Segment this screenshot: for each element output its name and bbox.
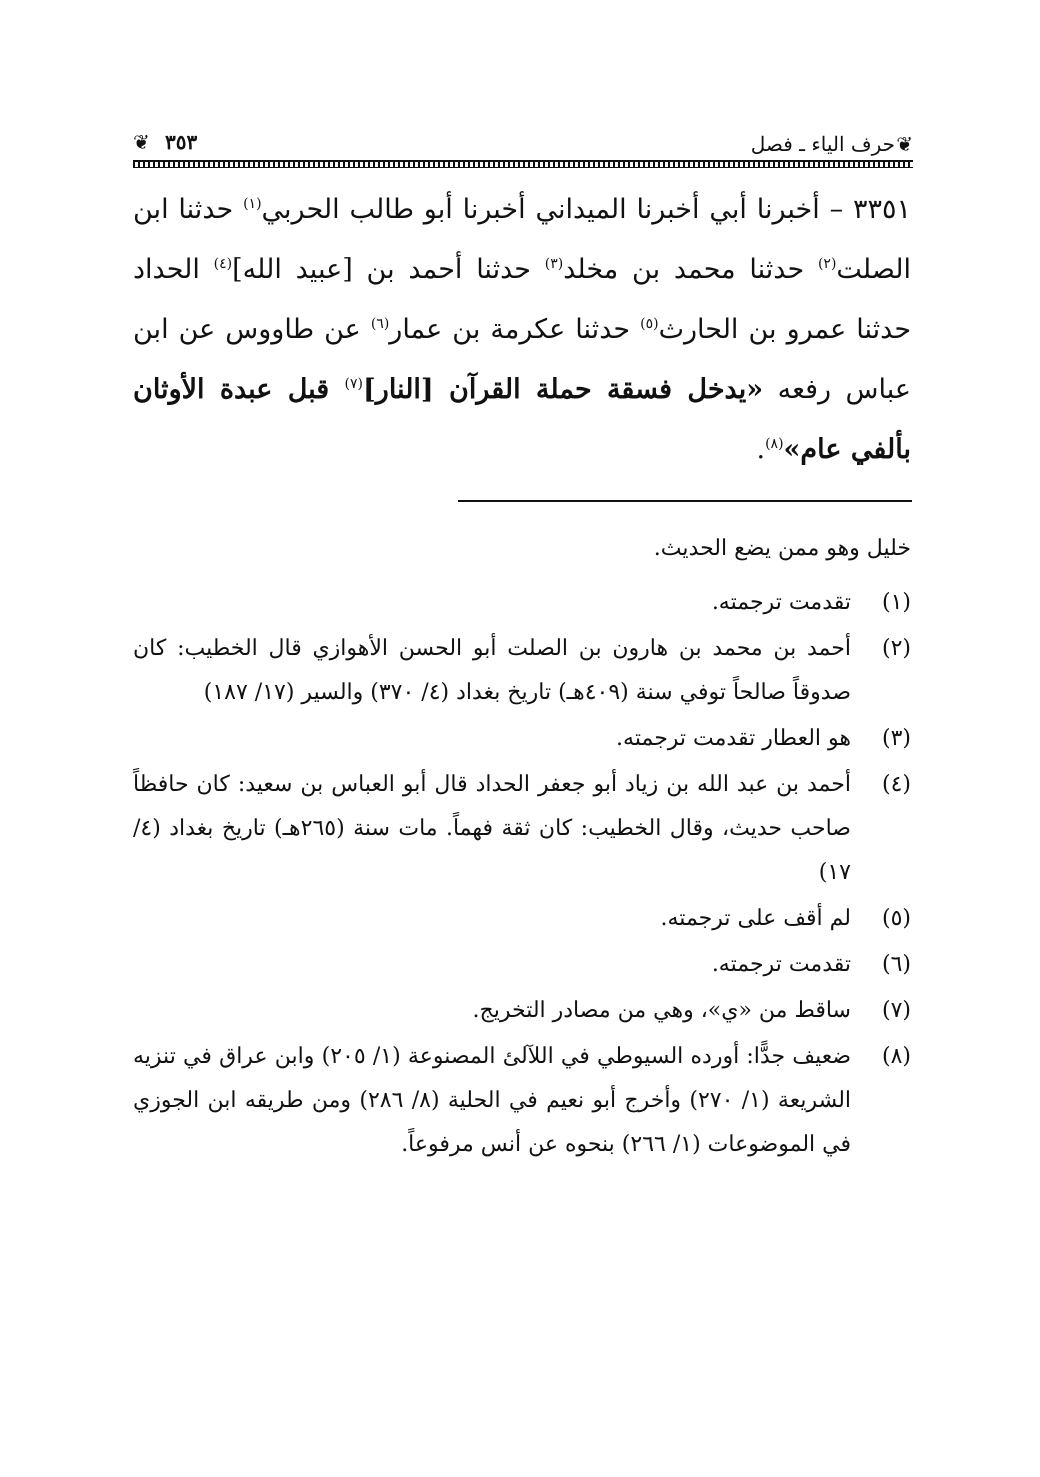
hadith-matn: «يدخل فسقة حملة القرآن [النار] <box>363 374 764 405</box>
header-rule <box>133 160 913 168</box>
footnote-continuation: خليل وهو ممن يضع الحديث. <box>653 536 911 561</box>
footnote-text: أحمد بن عبد الله بن زياد أبو جعفر الحداد قال أبو العباس بن سعيد: كان حافظاً صاحب حديث، وقال الخطيب: كان ثقة فهماً. مات سنة (٢٦٥هـ) تاريخ بغداد (٤/ ١٧) <box>133 772 851 885</box>
footnote-divider <box>458 500 912 502</box>
footnotes <box>133 527 911 1169</box>
hadith-text <box>133 180 911 480</box>
hadith-matn: قبل عبدة الأوثان بألفي عام» <box>133 374 911 465</box>
footnote-ref: (٥) <box>640 316 659 332</box>
footnote-text: ضعيف جدًّا: أورده السيوطي في اللآلئ المصنوعة (١/ ٢٠٥) وابن عراق في تنزيه الشريعة (١/ ٢٧٠) وأخرج أبو نعيم في الحلية (٨/ ٢٨٦) ومن طريقه ابن الجوزي في الموضوعات (١/ ٢٦٦) بنحوه عن أنس مرفوعاً. <box>133 1044 852 1157</box>
footnote-number: (٣) <box>881 726 911 751</box>
footnote-ref: (٤) <box>213 256 233 272</box>
footnote <box>133 581 911 625</box>
footnote-text: تقدمت ترجمته. <box>711 952 851 977</box>
footnote-text: ساقط من «ي»، وهي من مصادر التخريج. <box>472 998 851 1023</box>
hadith-segment: حدثنا عكرمة بن عمار <box>389 314 641 345</box>
footnote-ref: (٢) <box>817 256 837 272</box>
footnote <box>133 763 911 895</box>
footnote-text: تقدمت ترجمته. <box>711 590 851 615</box>
footnote-ref: (٨) <box>765 436 784 452</box>
hadith-segment: حدثنا ابن الصلت <box>133 194 912 285</box>
footnote-number: (٧) <box>881 998 911 1023</box>
footnote <box>133 1035 911 1167</box>
hadith-segment: حدثنا أحمد بن [عبيد الله] <box>232 254 545 285</box>
footnote-number: (٥) <box>881 906 911 931</box>
footnote-ref: (٦) <box>370 316 390 332</box>
ornament-icon: ❦ <box>133 130 150 154</box>
footnote <box>133 897 911 941</box>
footnote-text: هو العطار تقدمت ترجمته. <box>616 726 851 751</box>
page-number: ٣٥٣ <box>165 130 198 154</box>
footnote-number: (١) <box>881 590 911 615</box>
footnote-text: لم أقف على ترجمته. <box>660 906 851 931</box>
footnote-number: (٤) <box>881 772 911 797</box>
running-header <box>133 130 913 170</box>
footnote-number: (٨) <box>881 1044 911 1069</box>
footnote-number: (٢) <box>881 636 911 661</box>
footnote-text: أحمد بن محمد بن هارون بن الصلت أبو الحسن الأهوازي قال الخطيب: كان صدوقاً صالحاً توفي سنة (٤٠٩هـ) تاريخ بغداد (٤/ ٣٧٠) والسير (١٧/ ١٨٧) <box>133 636 851 705</box>
hadith-paragraph <box>133 180 911 480</box>
hadith-segment: عن طاووس عن ابن عباس رفعه <box>133 314 911 405</box>
footnote <box>133 627 911 715</box>
footnote-ref: (٣) <box>544 256 564 272</box>
hadith-segment: ٣٣٥١ – أخبرنا أبي أخبرنا الميداني أخبرنا أبو طالب الحربي <box>261 194 911 225</box>
footnote-ref: (١) <box>243 196 262 212</box>
footnote-ref: (٧) <box>344 376 363 392</box>
hadith-segment: الحداد حدثنا عمرو بن الحارث <box>133 254 912 345</box>
footnote <box>133 943 911 987</box>
footnote-number: (٦) <box>881 952 911 977</box>
footnote <box>133 717 911 761</box>
hadith-segment: حدثنا محمد بن مخلد <box>563 254 818 285</box>
hadith-segment: . <box>756 434 766 465</box>
header-title: حرف الياء ـ فصل <box>750 132 895 156</box>
ornament-icon: ❦ <box>896 132 913 156</box>
footnote <box>133 989 911 1033</box>
